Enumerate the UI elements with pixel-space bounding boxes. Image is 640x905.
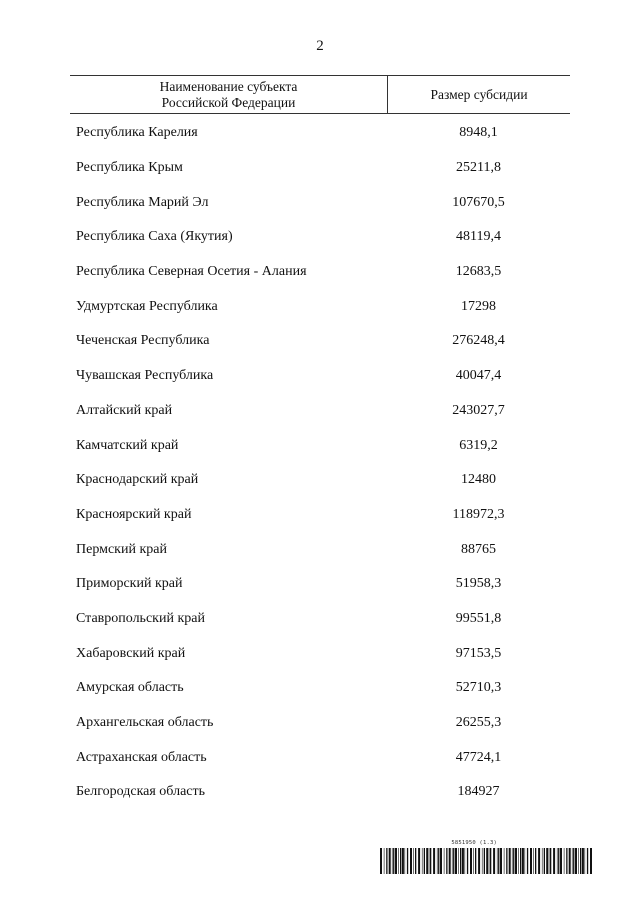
subject-name-cell: Камчатский край [76, 437, 179, 453]
barcode-image [380, 848, 592, 874]
subject-name-cell: Архангельская область [76, 715, 214, 731]
subsidy-value-cell: 88765 [461, 541, 496, 557]
subsidy-value-cell: 8948,1 [459, 125, 498, 141]
table-row [70, 324, 570, 359]
table-row [70, 498, 570, 533]
subject-name-cell: Республика Крым [76, 160, 183, 176]
table-body [70, 116, 570, 810]
barcode-block [380, 840, 592, 874]
subsidy-value-cell: 48119,4 [456, 229, 501, 245]
table-row [70, 220, 570, 255]
table-row [70, 185, 570, 220]
table-row [70, 636, 570, 671]
subsidy-value-cell: 17298 [461, 298, 496, 314]
subject-name-cell: Приморский край [76, 576, 183, 592]
subsidy-value-cell: 47724,1 [455, 749, 502, 765]
subject-name-cell: Чеченская Республика [76, 333, 210, 349]
subsidy-value-cell: 97153,5 [455, 645, 502, 661]
subject-name-cell: Хабаровский край [76, 645, 186, 661]
subject-name-cell: Астраханская область [76, 749, 207, 765]
subsidy-value-cell: 52710,3 [455, 680, 502, 696]
table-row [70, 289, 570, 324]
subject-name-cell: Республика Саха (Якутия) [76, 229, 233, 245]
subsidy-value-cell: 12480 [461, 472, 496, 488]
subject-name-cell: Краснодарский край [76, 472, 199, 488]
page-number: 2 [316, 38, 324, 54]
subject-name-cell: Чувашская Республика [76, 368, 214, 384]
barcode-label: 5851950 (1.3) [451, 840, 497, 846]
table-row [70, 567, 570, 602]
subject-name-cell: Удмуртская Республика [76, 298, 218, 314]
table-row [70, 428, 570, 463]
subsidy-value-cell: 12683,5 [455, 264, 502, 280]
column-header-subject [70, 76, 388, 113]
table-row [70, 671, 570, 706]
subject-name-cell: Республика Марий Эл [76, 194, 209, 210]
table-row [70, 602, 570, 637]
subsidy-value-cell: 118972,3 [452, 506, 505, 522]
subsidy-value-cell: 99551,8 [455, 610, 502, 626]
subject-name-cell: Республика Карелия [76, 125, 198, 141]
subject-name-cell: Ставропольский край [76, 610, 205, 626]
table-row [70, 775, 570, 810]
subject-name-cell: Амурская область [76, 680, 184, 696]
table-row [70, 116, 570, 151]
subject-name-cell: Алтайский край [76, 402, 173, 418]
subsidy-value-cell: 40047,4 [455, 368, 502, 384]
subsidy-value-cell: 26255,3 [455, 715, 502, 731]
table-row [70, 463, 570, 498]
column-header-subject-line1: Наименование субъекта [159, 78, 298, 94]
column-header-subject-line2: Российской Федерации [161, 94, 296, 110]
table-row [70, 740, 570, 775]
subsidy-value-cell: 107670,5 [452, 194, 505, 210]
subsidy-value-cell: 6319,2 [459, 437, 498, 453]
table-row [70, 706, 570, 741]
subject-name-cell: Пермский край [76, 541, 167, 557]
column-header-subsidy: Размер субсидии [430, 86, 528, 102]
subject-name-cell: Республика Северная Осетия - Алания [76, 264, 307, 280]
subsidy-value-cell: 276248,4 [452, 333, 505, 349]
subject-name-cell: Белгородская область [76, 784, 206, 800]
subsidy-value-cell: 51958,3 [455, 576, 502, 592]
table-row [70, 359, 570, 394]
subsidy-value-cell: 243027,7 [452, 402, 505, 418]
table-header [70, 75, 570, 114]
subsidy-value-cell: 25211,8 [456, 160, 501, 176]
table-row [70, 394, 570, 429]
table-row [70, 255, 570, 290]
subject-name-cell: Красноярский край [76, 506, 192, 522]
table-row [70, 151, 570, 186]
subsidy-value-cell: 184927 [457, 784, 500, 800]
table-row [70, 532, 570, 567]
